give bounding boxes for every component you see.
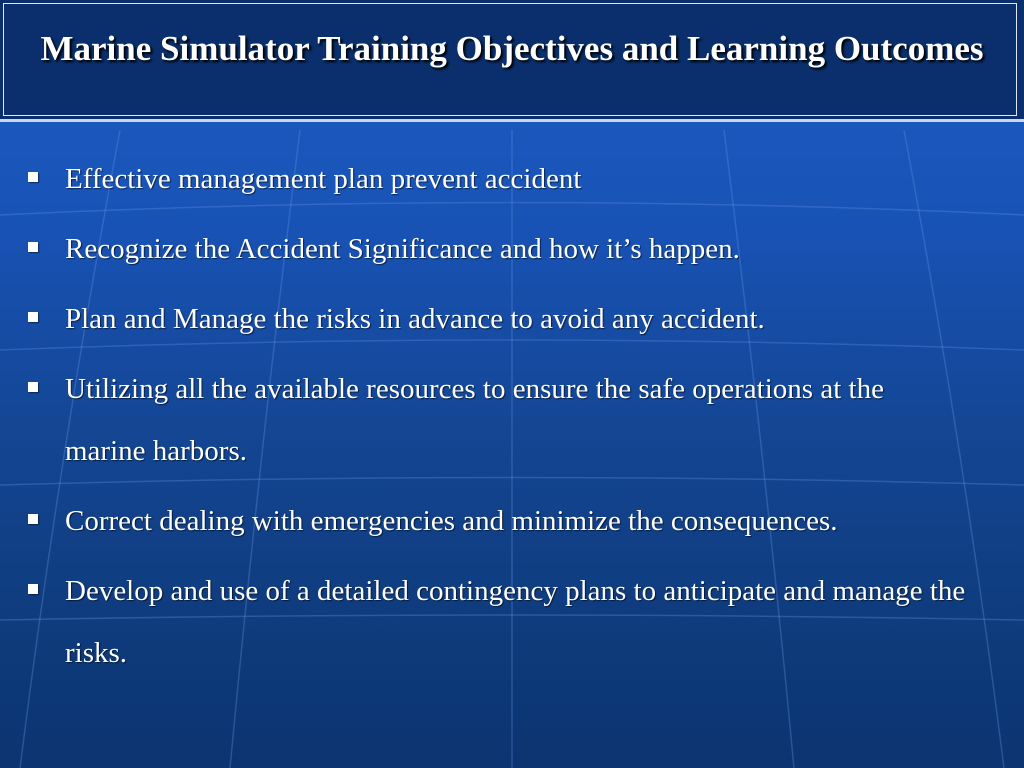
bullet-text: Plan and Manage the risks in advance to avoid any accident. xyxy=(65,303,765,335)
bullet-text: Develop and use of a detailed contingency plans to anticipate and manage the risks. xyxy=(65,575,966,669)
bullet-text: Effective management plan prevent accident xyxy=(65,163,582,195)
title-bar xyxy=(0,0,1024,122)
bullet-text: Utilizing all the available resources to ensure the safe operations at the marine harbors. xyxy=(65,373,884,467)
square-bullet-icon xyxy=(28,312,38,322)
list-item xyxy=(26,288,966,350)
list-item xyxy=(26,560,966,684)
list-item xyxy=(26,148,966,210)
bullet-text: Correct dealing with emergencies and minimize the consequences. xyxy=(65,505,838,537)
list-item xyxy=(26,490,966,552)
bullet-text: Recognize the Accident Significance and how it’s happen. xyxy=(65,233,740,265)
square-bullet-icon xyxy=(28,382,38,392)
bullet-list xyxy=(26,148,966,692)
square-bullet-icon xyxy=(28,242,38,252)
list-item xyxy=(26,218,966,280)
square-bullet-icon xyxy=(28,172,38,182)
square-bullet-icon xyxy=(28,514,38,524)
list-item xyxy=(26,358,966,482)
square-bullet-icon xyxy=(28,584,38,594)
slide-title: Marine Simulator Training Objectives and Learning Outcomes xyxy=(40,29,984,68)
